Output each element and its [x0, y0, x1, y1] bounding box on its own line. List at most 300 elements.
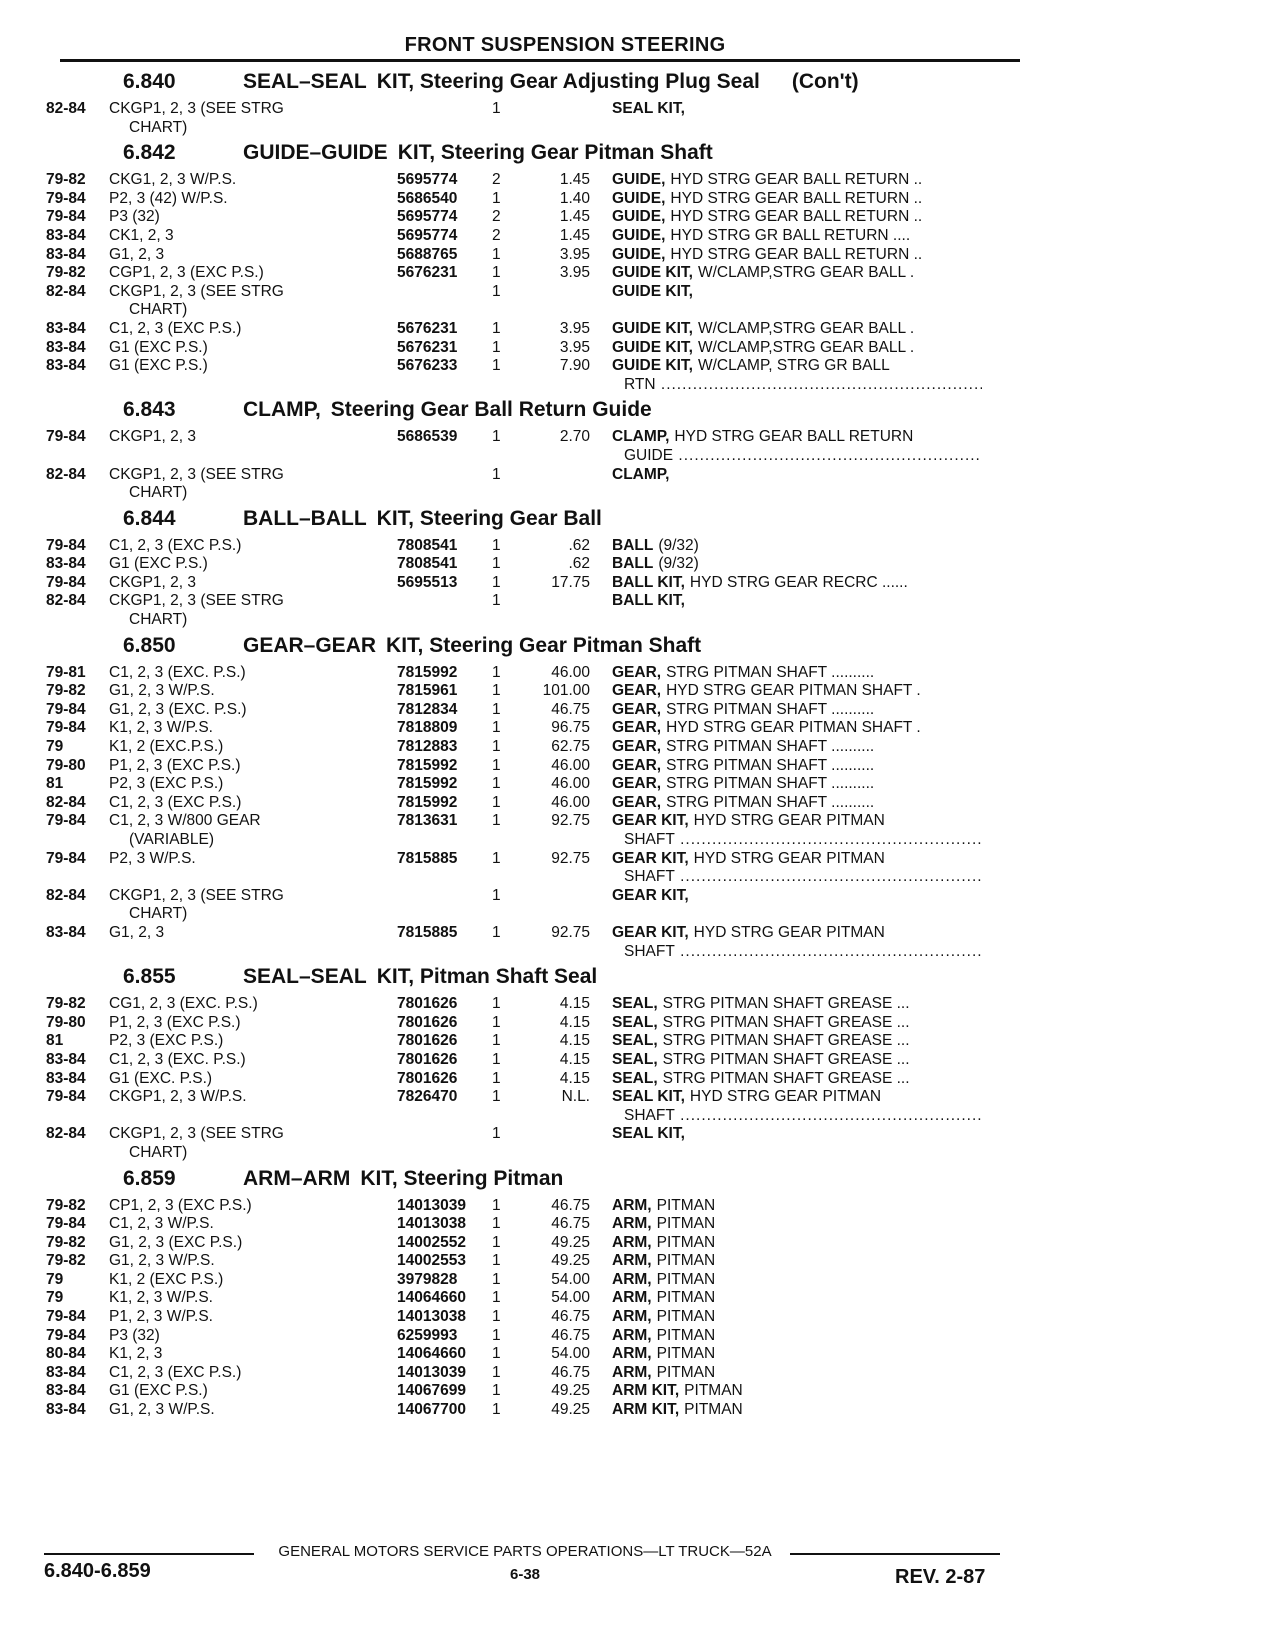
part-number: 5676231	[397, 264, 458, 282]
application-line: P2, 3 (EXC P.S.)	[109, 1032, 224, 1050]
quantity: 1	[492, 428, 501, 446]
section-6-844	[46, 507, 1026, 630]
part-row	[46, 1345, 1026, 1364]
model-years: 83-84	[46, 319, 86, 337]
model-years: 79	[46, 1289, 64, 1307]
model-years: 83-84	[46, 923, 86, 941]
part-name-line	[612, 227, 982, 246]
quantity: 1	[492, 1363, 501, 1381]
part-name-lead: GUIDE KIT,	[612, 319, 693, 337]
part-number: 7801626	[397, 995, 458, 1013]
part-name-lead: BALL	[612, 555, 654, 573]
application	[109, 850, 397, 869]
part-name-continued: SHAFT .....	[612, 943, 982, 962]
part-name	[612, 466, 982, 485]
section-name: ARM–ARM	[243, 1166, 351, 1190]
part-name-line	[612, 775, 982, 794]
part-name	[612, 1308, 982, 1327]
part-number: 7815992	[397, 775, 458, 793]
section-heading	[46, 965, 1026, 995]
price: 54.00	[551, 1270, 590, 1288]
price: N.L.	[561, 1088, 590, 1106]
application	[109, 1271, 397, 1290]
part-row	[46, 738, 1026, 757]
quantity: 1	[492, 357, 501, 375]
part-name-lead: ARM,	[612, 1215, 652, 1233]
model-years: 79-84	[46, 1088, 86, 1106]
application-line: P1, 2, 3 W/P.S.	[109, 1308, 213, 1326]
quantity: 1	[492, 1125, 501, 1143]
model-years: 82-84	[46, 793, 86, 811]
price: 3.95	[559, 338, 590, 356]
part-row	[46, 574, 1026, 593]
footer-revision: REV. 2-87	[895, 1566, 986, 1588]
part-row	[46, 1382, 1026, 1401]
quantity: 1	[492, 719, 501, 737]
model-years: 79-82	[46, 1252, 86, 1270]
application-line: CKGP1, 2, 3 (SEE STRG	[109, 592, 284, 610]
part-name-detail: HYD STRG GEAR PITMAN	[693, 923, 885, 941]
part-row	[46, 1070, 1026, 1089]
part-row	[46, 1215, 1026, 1234]
model-years: 79-84	[46, 700, 86, 718]
part-name-detail: STRG PITMAN SHAFT GREASE ...	[662, 1013, 910, 1031]
quantity: 1	[492, 700, 501, 718]
part-name-detail: (9/32)	[658, 555, 699, 573]
part-name-detail: HYD STRG GEAR BALL RETURN ..	[670, 245, 923, 263]
part-name-detail: PITMAN	[656, 1289, 716, 1307]
quantity: 1	[492, 555, 501, 573]
section-number: 6.840	[123, 70, 176, 93]
part-name	[612, 357, 982, 394]
price: 92.75	[551, 849, 590, 867]
application	[109, 812, 397, 849]
section-description: KIT, Steering Gear Adjusting Plug Seal	[376, 70, 760, 93]
application	[109, 171, 397, 190]
part-row	[46, 466, 1026, 503]
price: 1.45	[559, 226, 590, 244]
quantity: 1	[492, 100, 501, 117]
application-line: C1, 2, 3 W/P.S.	[109, 1215, 214, 1233]
part-row	[46, 995, 1026, 1014]
part-name-lead: SEAL,	[612, 995, 658, 1013]
part-name-line	[612, 1070, 982, 1089]
part-name-detail: HYD STRG GEAR BALL RETURN ..	[670, 208, 923, 226]
application-line: G1, 2, 3	[109, 923, 165, 941]
part-name	[612, 1252, 982, 1271]
application	[109, 701, 397, 720]
quantity: 1	[492, 738, 501, 756]
application-line: G1, 2, 3 W/P.S.	[109, 1252, 215, 1270]
application	[109, 738, 397, 757]
part-name-lead: GEAR KIT,	[612, 886, 689, 904]
part-row	[46, 264, 1026, 283]
price: 49.25	[551, 1401, 590, 1419]
part-number: 5686540	[397, 189, 458, 207]
application-line: P1, 2, 3 (EXC P.S.)	[109, 1013, 241, 1031]
part-name-detail: PITMAN	[656, 1345, 716, 1363]
part-name-lead: GEAR,	[612, 775, 662, 793]
application-line: CHART)	[129, 611, 188, 629]
part-row	[46, 1234, 1026, 1253]
application	[109, 924, 397, 943]
application-line: G1, 2, 3 (EXC P.S.)	[109, 1233, 243, 1251]
part-number: 7808541	[397, 555, 458, 573]
part-name-detail: HYD STRG GEAR PITMAN	[689, 1088, 882, 1106]
part-name	[612, 738, 982, 757]
model-years: 83-84	[46, 1401, 86, 1419]
application	[109, 428, 397, 447]
section-6-842	[46, 141, 1026, 394]
quantity: 1	[492, 756, 501, 774]
application-line: (VARIABLE)	[129, 831, 214, 848]
part-name	[612, 1051, 982, 1070]
part-row	[46, 428, 1026, 465]
part-name-lead: ARM,	[612, 1233, 652, 1251]
application-line: CKGP1, 2, 3	[109, 428, 197, 446]
quantity: 1	[492, 319, 501, 337]
part-name-detail: HYD STRG GEAR PITMAN	[693, 849, 885, 867]
part-name-lead: GUIDE,	[612, 245, 666, 263]
price: 46.00	[551, 793, 590, 811]
part-name-lead: GEAR KIT,	[612, 812, 689, 830]
part-name-detail: HYD STRG GEAR PITMAN SHAFT .	[666, 719, 921, 737]
application	[109, 719, 397, 738]
application-line: G1 (EXC P.S.)	[109, 1382, 208, 1400]
part-name-detail: HYD STRG GEAR BALL RETURN	[674, 428, 914, 446]
part-name-lead: GEAR,	[612, 700, 662, 718]
section-name: SEAL–SEAL	[243, 965, 367, 989]
application	[109, 246, 397, 265]
quantity: 1	[492, 1345, 501, 1363]
part-name-detail: PITMAN	[656, 1252, 716, 1270]
application	[109, 555, 397, 574]
part-number: 5688765	[397, 245, 458, 263]
price: 46.00	[551, 756, 590, 774]
part-number: 5695774	[397, 226, 458, 244]
part-name-detail: STRG PITMAN SHAFT ..........	[666, 756, 875, 774]
part-name-detail: STRG PITMAN SHAFT GREASE ...	[662, 1069, 910, 1087]
part-name-detail: HYD STRG GEAR RECRC ......	[689, 573, 908, 591]
part-name	[612, 1088, 982, 1125]
part-name-lead: ARM,	[612, 1270, 652, 1288]
part-name	[612, 574, 982, 593]
part-name	[612, 812, 982, 849]
footer-page-number: 6-38	[509, 1566, 541, 1583]
part-name-detail: HYD STRG GR BALL RETURN ....	[670, 226, 911, 244]
part-number: 14002552	[397, 1233, 466, 1251]
model-years: 82-84	[46, 465, 86, 483]
part-name-lead: GUIDE KIT,	[612, 338, 693, 356]
part-row	[46, 1125, 1026, 1162]
part-name-detail: HYD STRG GEAR PITMAN SHAFT .	[666, 682, 921, 700]
application-line: K1, 2, 3	[109, 1345, 163, 1363]
application-line: K1, 2, 3 W/P.S.	[109, 1289, 213, 1307]
application	[109, 1401, 397, 1420]
part-name-line	[612, 428, 982, 447]
section-heading	[46, 141, 1026, 171]
footer-rule-left	[44, 1553, 254, 1555]
part-number: 14013038	[397, 1215, 466, 1233]
part-row	[46, 320, 1026, 339]
part-name-lead: SEAL,	[612, 1013, 658, 1031]
application-line: C1, 2, 3 W/800 GEAR	[109, 812, 261, 830]
application	[109, 1014, 397, 1033]
section-6-840	[46, 70, 1026, 137]
application	[109, 1382, 397, 1401]
part-name	[612, 1382, 982, 1401]
section-description: KIT, Steering Gear Pitman Shaft	[397, 141, 713, 165]
application	[109, 466, 397, 503]
part-number: 14002553	[397, 1252, 466, 1270]
part-name	[612, 1070, 982, 1089]
part-name	[612, 1234, 982, 1253]
part-row	[46, 537, 1026, 556]
quantity: 1	[492, 592, 501, 610]
part-row	[46, 1088, 1026, 1125]
model-years: 79-82	[46, 995, 86, 1013]
part-name	[612, 682, 982, 701]
price: 1.40	[559, 189, 590, 207]
part-name	[612, 190, 982, 209]
application	[109, 1032, 397, 1051]
section-6-859	[46, 1167, 1026, 1420]
part-number: 14013038	[397, 1308, 466, 1326]
application	[109, 283, 397, 320]
part-name-line	[612, 592, 982, 611]
model-years: 82-84	[46, 1125, 86, 1143]
application-line: C1, 2, 3 (EXC. P.S.)	[109, 663, 246, 681]
parts-listing	[46, 70, 1026, 1424]
application-line: CKGP1, 2, 3 (SEE STRG	[109, 465, 284, 483]
application	[109, 1051, 397, 1070]
part-row	[46, 208, 1026, 227]
part-name-line	[612, 264, 982, 283]
quantity: 1	[492, 282, 501, 300]
model-years: 79	[46, 738, 64, 756]
application-line: K1, 2, 3 W/P.S.	[109, 719, 213, 737]
application-line: CKG1, 2, 3 W/P.S.	[109, 171, 237, 189]
application	[109, 1197, 397, 1216]
application-line: G1 (EXC P.S.)	[109, 338, 208, 356]
part-row	[46, 592, 1026, 629]
part-name-lead: SEAL,	[612, 1069, 658, 1087]
part-name-detail: PITMAN	[656, 1215, 716, 1233]
part-row	[46, 1014, 1026, 1033]
part-name-line	[612, 1032, 982, 1051]
part-name	[612, 264, 982, 283]
part-row	[46, 757, 1026, 776]
part-name-line	[612, 1252, 982, 1271]
part-row	[46, 701, 1026, 720]
model-years: 83-84	[46, 245, 86, 263]
part-name	[612, 592, 982, 611]
part-row	[46, 283, 1026, 320]
application-line: G1 (EXC P.S.)	[109, 555, 208, 573]
section-heading	[46, 1167, 1026, 1197]
part-name-detail: PITMAN	[656, 1326, 716, 1344]
part-name-lead: GUIDE,	[612, 226, 666, 244]
application	[109, 357, 397, 376]
part-name-line	[612, 1327, 982, 1346]
part-name-line	[612, 1401, 982, 1420]
part-name-lead: SEAL KIT,	[612, 100, 685, 117]
quantity: 1	[492, 1032, 501, 1050]
application-line: P2, 3 (EXC P.S.)	[109, 775, 224, 793]
part-name-line	[612, 1345, 982, 1364]
part-row	[46, 246, 1026, 265]
section-number: 6.843	[123, 398, 176, 422]
part-name-lead: GEAR,	[612, 756, 662, 774]
part-name-lead: GUIDE KIT,	[612, 264, 693, 282]
price: 4.15	[559, 1069, 590, 1087]
price: 46.75	[551, 1363, 590, 1381]
part-name	[612, 794, 982, 813]
section-number: 6.850	[123, 633, 176, 657]
quantity: 1	[492, 995, 501, 1013]
part-row	[46, 682, 1026, 701]
part-name	[612, 100, 982, 119]
model-years: 79-84	[46, 1308, 86, 1326]
section-number: 6.855	[123, 965, 176, 989]
part-row	[46, 1197, 1026, 1216]
price: 1.45	[559, 208, 590, 226]
part-row	[46, 1252, 1026, 1271]
model-years: 79-84	[46, 1326, 86, 1344]
price: 4.15	[559, 995, 590, 1013]
model-years: 79-81	[46, 663, 86, 681]
part-name	[612, 246, 982, 265]
part-name-lead: SEAL,	[612, 1032, 658, 1050]
part-row	[46, 794, 1026, 813]
price: 4.15	[559, 1050, 590, 1068]
price: 92.75	[551, 812, 590, 830]
model-years: 79-84	[46, 719, 86, 737]
application-line: CKGP1, 2, 3 (SEE STRG	[109, 1125, 284, 1143]
application	[109, 320, 397, 339]
application-line: C1, 2, 3 (EXC P.S.)	[109, 319, 242, 337]
part-name-line	[612, 664, 982, 683]
part-name-lead: GEAR,	[612, 738, 662, 756]
application	[109, 1289, 397, 1308]
price: 46.00	[551, 775, 590, 793]
application-line: CKGP1, 2, 3 W/P.S.	[109, 1088, 247, 1106]
model-years: 79-84	[46, 1215, 86, 1233]
model-years: 83-84	[46, 1382, 86, 1400]
part-name-line	[612, 171, 982, 190]
section-heading	[46, 634, 1026, 664]
part-name	[612, 1197, 982, 1216]
part-name-detail: HYD STRG GEAR BALL RETURN ..	[670, 189, 923, 207]
part-number: 7801626	[397, 1069, 458, 1087]
application	[109, 1125, 397, 1162]
application-line: CK1, 2, 3	[109, 226, 174, 244]
application-line: P3 (32)	[109, 1326, 160, 1344]
part-name-lead: GEAR,	[612, 719, 662, 737]
part-row	[46, 1051, 1026, 1070]
model-years: 82-84	[46, 100, 86, 117]
part-name-line	[612, 100, 982, 119]
section-number: 6.859	[123, 1166, 176, 1190]
section-name: BALL–BALL	[243, 506, 367, 530]
model-years: 79-84	[46, 849, 86, 867]
price: 3.95	[559, 319, 590, 337]
part-name-line	[612, 701, 982, 720]
model-years: 83-84	[46, 1050, 86, 1068]
section-description: KIT, Steering Gear Pitman Shaft	[386, 633, 702, 657]
part-name-line	[612, 190, 982, 209]
model-years: 80-84	[46, 1345, 86, 1363]
application-line: P1, 2, 3 (EXC P.S.)	[109, 756, 241, 774]
part-name-detail: (9/32)	[658, 536, 699, 554]
section-name: SEAL–SEAL	[243, 70, 367, 93]
part-number: 14064660	[397, 1289, 466, 1307]
part-name-detail: PITMAN	[656, 1233, 716, 1251]
part-number: 6259993	[397, 1326, 458, 1344]
page-title: FRONT SUSPENSION STEERING	[404, 34, 726, 56]
section-continued: (Con't)	[791, 70, 859, 93]
section-description: KIT, Steering Pitman	[360, 1166, 564, 1190]
application-line: G1, 2, 3 W/P.S.	[109, 682, 215, 700]
footer-rule-right	[790, 1553, 1000, 1555]
model-years: 82-84	[46, 282, 86, 300]
application	[109, 1070, 397, 1089]
part-name-lead: GUIDE,	[612, 171, 666, 189]
part-name-lead: GUIDE,	[612, 208, 666, 226]
part-number: 5686539	[397, 428, 458, 446]
price: 92.75	[551, 923, 590, 941]
section-title	[243, 398, 1026, 422]
part-name	[612, 555, 982, 574]
application	[109, 794, 397, 813]
part-name	[612, 1271, 982, 1290]
part-name	[612, 428, 982, 465]
part-name-lead: BALL KIT,	[612, 573, 685, 591]
section-name: CLAMP,	[243, 398, 321, 422]
part-name	[612, 1032, 982, 1051]
section-title	[243, 965, 1026, 989]
part-number: 7815961	[397, 682, 458, 700]
part-name	[612, 320, 982, 339]
part-name-lead: ARM,	[612, 1326, 652, 1344]
part-name-detail: STRG PITMAN SHAFT ..........	[666, 793, 875, 811]
quantity: 1	[492, 682, 501, 700]
part-name-line	[612, 246, 982, 265]
part-row	[46, 227, 1026, 246]
part-name-lead: GEAR KIT,	[612, 849, 689, 867]
part-name-line	[612, 320, 982, 339]
section-title	[243, 634, 1026, 658]
part-name	[612, 924, 982, 961]
part-row	[46, 887, 1026, 924]
application-line: K1, 2 (EXC P.S.)	[109, 1270, 224, 1288]
part-name-line	[612, 1051, 982, 1070]
part-name-lead: SEAL KIT,	[612, 1125, 685, 1143]
part-name-line	[612, 1014, 982, 1033]
part-number: 5676233	[397, 357, 458, 375]
price: 46.75	[551, 1308, 590, 1326]
part-name-lead: GEAR,	[612, 682, 662, 700]
part-name-lead: CLAMP,	[612, 465, 670, 483]
part-name-line	[612, 208, 982, 227]
quantity: 1	[492, 1270, 501, 1288]
price: 4.15	[559, 1032, 590, 1050]
part-number: 5676231	[397, 319, 458, 337]
model-years: 79	[46, 1270, 64, 1288]
part-name-lead: GEAR KIT,	[612, 923, 689, 941]
part-row	[46, 555, 1026, 574]
part-name-line	[612, 757, 982, 776]
